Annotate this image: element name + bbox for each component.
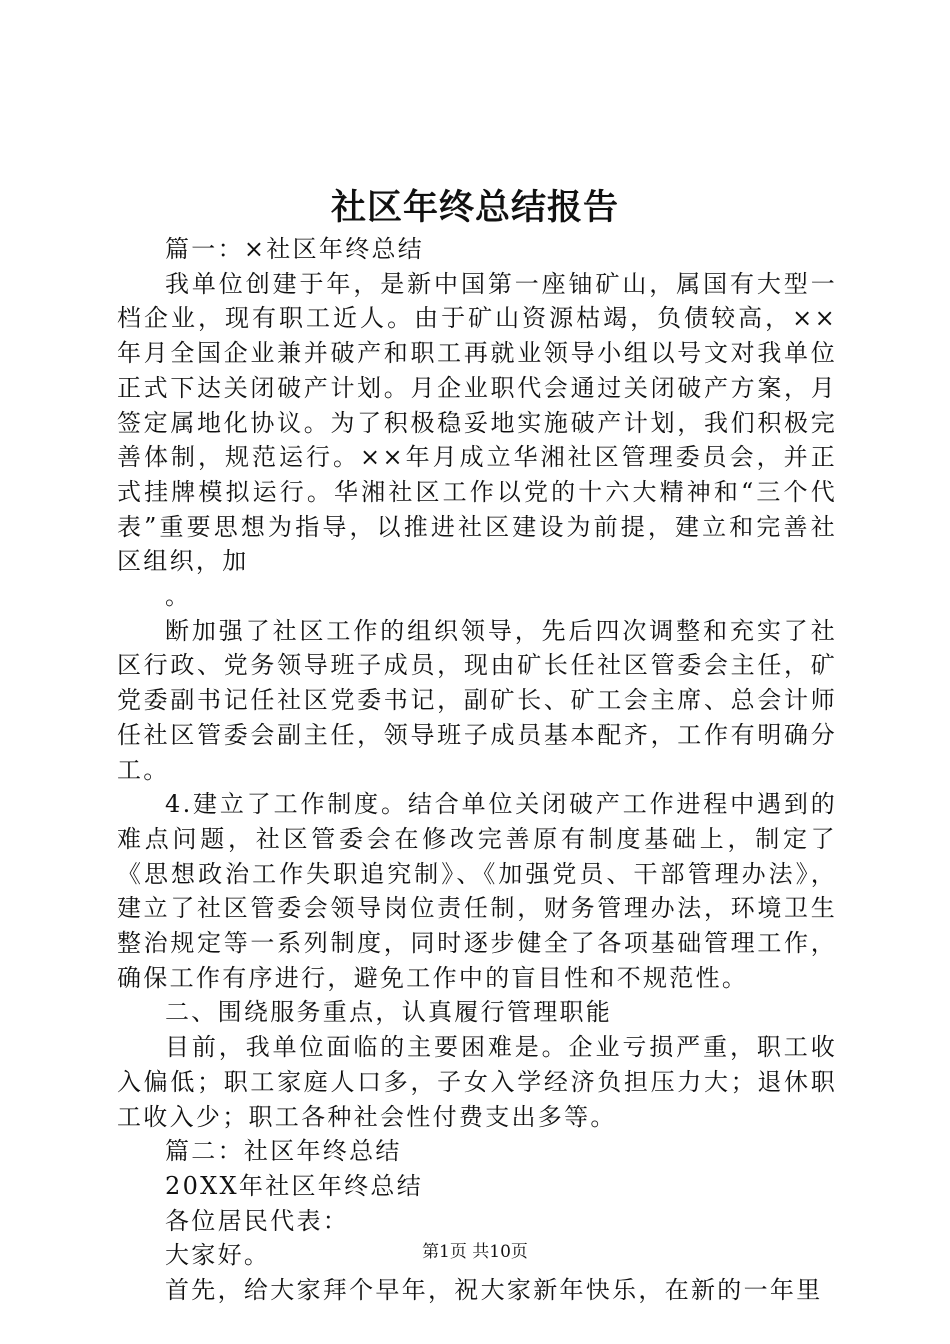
paragraph-section-heading: 篇二：社区年终总结 xyxy=(165,1137,402,1166)
paragraph: 4.建立了工作制度。结合单位关闭破产工作进程中遇到的难点问题，社区管委会在修改完善原有制度基础上，制定了《思想政治工作失职追究制》、《加强党员、干部管理办法》，建立了社区管委会领导岗位责任制，财务管理办法，环境卫生整治规定等一系列制度，同时逐步健全了各项基础管理工作，确保工作有序进行，避免工作中的盲目性和不规范性。 xyxy=(117,790,837,992)
paragraph: 断加强了社区工作的组织领导，先后四次调整和充实了社区行政、党务领导班子成员，现由矿长任社区管委会主任，矿党委副书记任社区党委书记，副矿长、矿工会主席、总会计师任社区管委会副主任，领导班子成员基本配齐，工作有明确分工。 xyxy=(117,616,837,784)
document-title: 社区年终总结报告 xyxy=(330,187,619,228)
paragraph: 首先，给大家拜个早年，祝大家新年快乐，在新的一年里 xyxy=(165,1276,823,1305)
paragraph: 目前，我单位面临的主要困难是。企业亏损严重，职工收入偏低；职工家庭人口多，子女入学经济负担压力大；退休职工收入少；职工各种社会性付费支出多等。 xyxy=(117,1033,837,1131)
paragraph: 我单位创建于年，是新中国第一座铀矿山，属国有大型一档企业，现有职工近人。由于矿山资源枯竭，负债较高，××年月全国企业兼并破产和职工再就业领导小组以号文对我单位正式下达关闭破产计划。月企业职代会通过关闭破产方案，月签定属地化协议。为了积极稳妥地实施破产计划，我们积极完善体制，规范运行。××年月成立华湘社区管理委员会，并正式挂牌模拟运行。华湘社区工作以党的十六大精神和“三个代表”重要思想为指导，以推进社区建设为前提，建立和完善社区组织，加 xyxy=(117,269,837,576)
paragraph-subheading: 二、围绕服务重点，认真履行管理职能 xyxy=(165,998,613,1027)
page-footer: 第1页 共10页 xyxy=(422,1242,528,1262)
document-body xyxy=(117,232,837,1308)
paragraph-section-heading: 篇一：×社区年终总结 xyxy=(165,235,425,263)
paragraph: 。 xyxy=(165,582,192,611)
paragraph: 各位居民代表： xyxy=(165,1206,350,1235)
paragraph: 20XX年社区年终总结 xyxy=(165,1171,424,1200)
paragraph: 大家好。 xyxy=(165,1241,271,1270)
